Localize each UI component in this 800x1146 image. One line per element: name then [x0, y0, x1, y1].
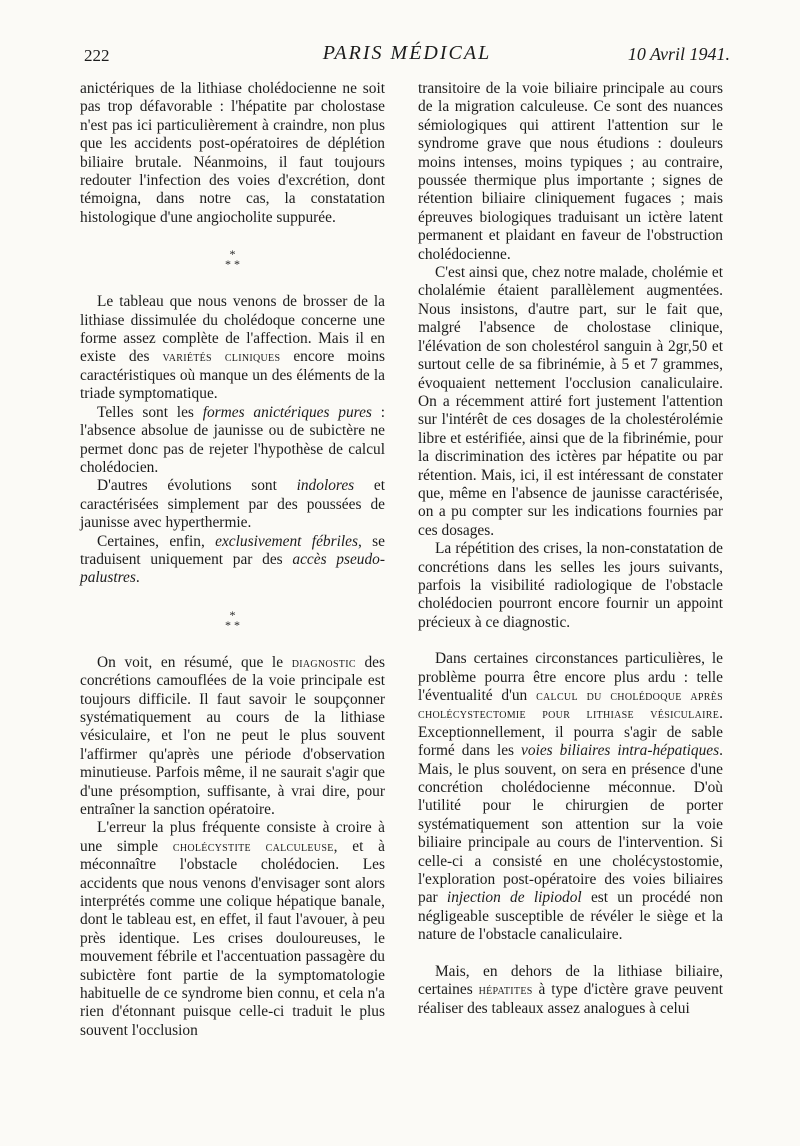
issue-date: 10 Avril 1941. [627, 44, 730, 64]
separator-stars-bottom: * * [225, 617, 240, 632]
paragraph: C'est ainsi que, chez notre malade, cholémie et cholalémie étaient parallèlement augmentées. Nous insistons, d'autre part, sur le fait que, malgré l'absence de cholostase clinique, l'élévation de son cholestérol sanguin à 2gr,50 et surtout celle de sa fibrinémie, à 5 et 7 grammes, évoquaient nettement l'occlusion canaliculaire. On a récemment attiré fort justement l'attention sur l'intérêt de ces dosages de la cholestérolémie libre et estérifiée, ainsi que de la fibrinémie, pour la discrimination des ictères par hépatite ou par rétention. Mais, ici, il est intéressant de constater que, même en l'absence de jaunisse caractérisée, on a pu compter sur les indications fournies par ces dosages. [418, 264, 723, 539]
text-run: , et à méconnaître l'obstacle cholédocien. Les accidents que nous venons d'envisager sont alors interprétés comme une colique hépatique banale, dont le tableau est, en effet, il faut l'avouer, à peu près identique. Les crises douloureuses, le mouvement fébrile et l'accentuation passagère du subictère font partie de la symptomatologie habituelle de ce syndrome bien connu, et cela n'a rien d'étonnant puisque celle-ci traduit le plus souvent l'occlusion [80, 837, 385, 1039]
text-run: On voit, en résumé, que le [97, 653, 292, 671]
text-run: Telles sont les [97, 403, 203, 421]
paragraph [418, 963, 723, 1018]
paragraph-gap [418, 632, 723, 650]
page-header [84, 38, 730, 74]
small-caps-term: diagnostic [291, 654, 356, 670]
small-caps-term: calcul du cholédoque après cholécystectomie pour lithiase vésiculaire [418, 688, 723, 722]
section-separator [80, 247, 385, 272]
text-run: des concrétions camouflées de la voie principale est toujours difficile. Il faut savoir le soupçonner systématiquement au cours de la lithiase vésiculaire, et l'on ne peut le plus souvent l'affirmer qu'après une période d'observation minutieuse. Parfois même, il ne saurait s'agir que d'une présomption, suffisante, à vrai dire, pour entraîner la sanction opératoire. [80, 653, 385, 818]
right-column [418, 80, 723, 1018]
text-run: . Exceptionnellement, il pourra s'agir de sable formé dans les [418, 705, 723, 760]
text-run: , se traduisent uniquement par des [80, 532, 385, 568]
italic-term: formes anictériques pures [202, 403, 372, 421]
paragraph [418, 650, 723, 945]
text-run: est un procédé non négligeable susceptible de révéler le siège et la nature de l'obstacle canaliculaire. [418, 889, 724, 944]
text-run: Certaines, enfin, [97, 532, 216, 550]
text-run: . [135, 569, 140, 587]
text-run: encore moins caractéristiques où manque un des éléments de la triade symptomatique. [80, 348, 385, 403]
text-run: L'erreur la plus fréquente consiste à croire à une simple [80, 819, 385, 855]
separator-stars-top: * [229, 247, 236, 262]
text-run: . Mais, le plus souvent, on sera en présence d'une concrétion cholédocienne méconnue. D'où l'utilité pour le chirurgien de porter systématiquement son attention sur la voie biliaire principale au cours de l'intervention. Si celle-ci a consisté en une cholécystostomie, l'exploration post-opératoire des voies biliaires par [418, 742, 723, 907]
italic-term: injection de lipiodol [446, 889, 582, 907]
text-run: Le tableau que nous venons de brosser de la lithiase dissimulée du cholédoque concerne une forme assez complète de l'affection. Mais il en existe des [80, 293, 385, 366]
paragraph [80, 819, 385, 1040]
left-column [80, 80, 385, 1040]
paragraph [80, 404, 385, 478]
paragraph: La répétition des crises, la non-constatation de concrétions dans les selles les jours suivants, parfois la visibilité radiologique de l'obstacle cholédocien pourront encore fournir un appoint précieux à ce diagnostic. [418, 540, 723, 631]
small-caps-term: hépatites [478, 982, 533, 998]
separator-stars-bottom: * * [225, 257, 240, 272]
paragraph: transitoire de la voie biliaire principale au cours de la migration calculeuse. Ce sont des nuances sémiologiques qui attirent l'attention sur le syndrome grave que nous étudions : douleurs moins intenses, moins typiques ; au contraire, poussée thermique plus importante ; signes de rétention biliaire cliniquement fugaces ; mais épreuves biologiques traduisant un ictère latent permanent et plaidant en faveur de l'obstruction cholédocienne. [418, 80, 723, 263]
small-caps-term: variétés cliniques [162, 349, 281, 365]
text-run: à type d'ictère grave peuvent réaliser des tableaux assez analogues à celui [418, 981, 723, 1017]
paragraph [80, 654, 385, 820]
page-number: 222 [84, 46, 110, 65]
section-separator [80, 607, 385, 632]
paragraph [80, 533, 385, 588]
text-run: : l'absence absolue de jaunisse ou de subictère ne permet donc pas de rejeter l'hypothèse de calcul cholédocien. [80, 403, 386, 476]
paragraph [80, 293, 385, 403]
text-run: et caractérisées simplement par des poussées de jaunisse avec hyperthermie. [80, 477, 385, 532]
italic-term: voies biliaires intra-hépatiques [521, 742, 720, 760]
separator-stars-top: * [229, 607, 236, 622]
paragraph-gap [418, 945, 723, 963]
paragraph: anictériques de la lithiase cholédocienne ne soit pas trop défavorable : l'hépatite par cholostase n'est pas ici particulièrement à craindre, non plus que les accidents post-opératoires de déplétion biliaire brutale. Néanmoins, il faut toujours redouter l'infection des voies d'excrétion, dont témoigna, dans notre cas, la constatation histologique d'une angiocholite suppurée. [80, 80, 385, 226]
small-caps-term: cholécystite calculeuse [172, 838, 334, 854]
text-run: D'autres évolutions sont [97, 477, 297, 495]
italic-term: indolores [296, 477, 355, 495]
text-run: Mais, en dehors de la lithiase biliaire, certaines [418, 962, 723, 999]
italic-term: exclusivement fébriles [215, 532, 358, 550]
paragraph [80, 477, 385, 532]
journal-title: PARIS MÉDICAL [322, 42, 492, 64]
italic-term: accès pseudo-palustres [80, 550, 385, 587]
text-run: Dans certaines circonstances particulières, le problème pourra être encore plus ardu : telle l'éventualité d'un [418, 650, 723, 704]
